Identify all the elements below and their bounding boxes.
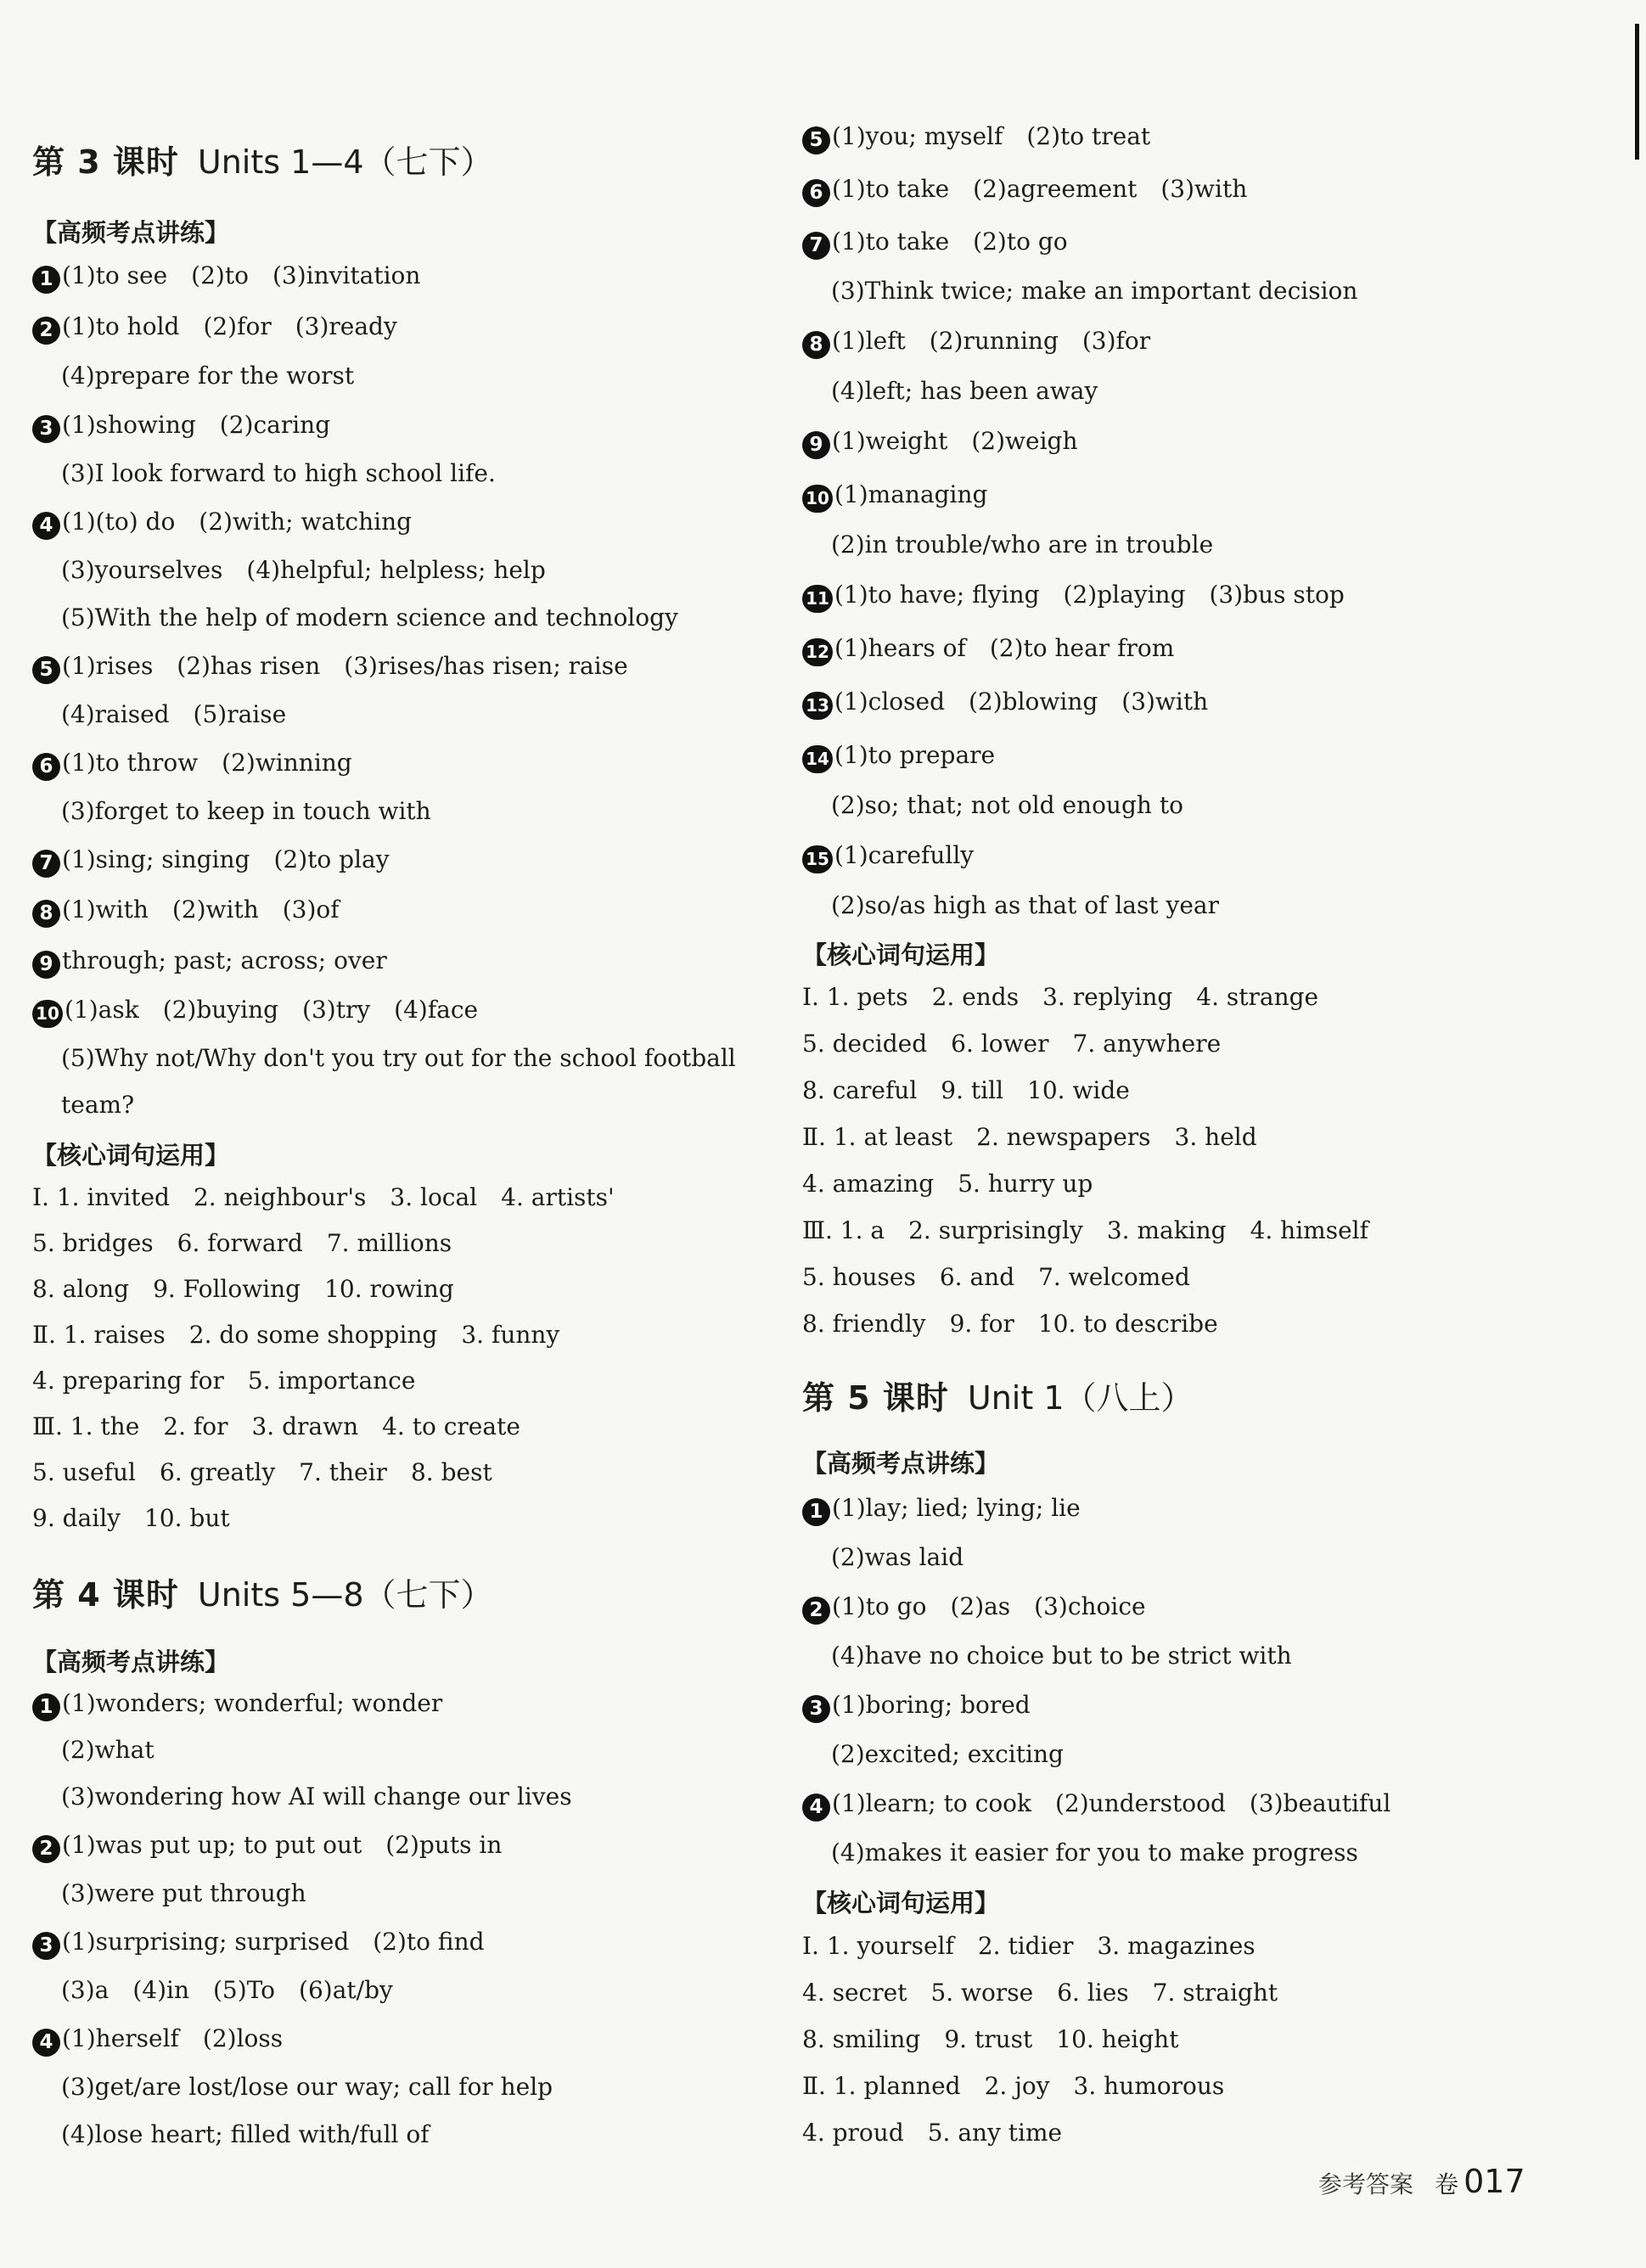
item-number-badge: 14 bbox=[802, 745, 833, 773]
lesson-3-title: 第 3 课时 Units 1—4（七下） bbox=[32, 143, 493, 181]
answer-line: (3)were put through bbox=[61, 1879, 306, 1907]
core-line: Ⅰ. 1. invited 2. neighbour's 3. local 4. artists' bbox=[32, 1183, 615, 1211]
answer-line: (4)lose heart; filled with/full of bbox=[61, 2120, 430, 2148]
item-number-badge: 13 bbox=[802, 692, 833, 720]
item-number-badge: 2 bbox=[32, 317, 60, 345]
answer-line: 12 (1)hears of (2)to hear from bbox=[802, 634, 1174, 666]
core-line: Ⅱ. 1. raises 2. do some shopping 3. funny bbox=[32, 1321, 560, 1349]
lesson-4-title: 第 4 课时 Units 5—8（七下） bbox=[32, 1576, 493, 1614]
answer-line: 8 (1)left (2)running (3)for bbox=[802, 327, 1150, 359]
answer-line: 1 (1)to see (2)to (3)invitation bbox=[32, 261, 420, 294]
core-line: 9. daily 10. but bbox=[32, 1504, 230, 1532]
item-number-badge: 10 bbox=[32, 1000, 63, 1028]
answer-line: (5)Why not/Why don't you try out for the school football bbox=[61, 1044, 736, 1072]
answer-line: (3)I look forward to high school life. bbox=[61, 459, 496, 487]
page-footer bbox=[1318, 2163, 1525, 2200]
answer-line: 15 (1)carefully bbox=[802, 841, 974, 873]
item-number-badge: 1 bbox=[32, 266, 60, 294]
answer-line: 4 (1)herself (2)loss bbox=[32, 2024, 283, 2057]
answer-line: (5)With the help of modern science and technology bbox=[61, 603, 678, 632]
core-line: 8. smiling 9. trust 10. height bbox=[802, 2025, 1179, 2053]
core-line: 4. proud 5. any time bbox=[802, 2119, 1063, 2147]
answer-line: (3)yourselves (4)helpful; helpless; help bbox=[61, 556, 546, 584]
answer-line: 1 (1)lay; lied; lying; lie bbox=[802, 1494, 1081, 1526]
answer-line: 3 (1)boring; bored bbox=[802, 1691, 1031, 1723]
lesson-3-section-key-points: 【高频考点讲练】 bbox=[32, 218, 230, 247]
item-number-badge: 11 bbox=[802, 585, 833, 613]
core-line: Ⅰ. 1. pets 2. ends 3. replying 4. strange bbox=[802, 983, 1319, 1011]
core-line: Ⅱ. 1. at least 2. newspapers 3. held bbox=[802, 1123, 1257, 1151]
page-number: 卷 017 bbox=[1435, 2163, 1525, 2200]
answer-line: 4 (1)learn; to cook (2)understood (3)beautiful bbox=[802, 1789, 1390, 1822]
answer-line: 10 (1)ask (2)buying (3)try (4)face bbox=[32, 996, 478, 1028]
core-line: Ⅲ. 1. a 2. surprisingly 3. making 4. himself bbox=[802, 1216, 1368, 1244]
answer-line: 3 (1)surprising; surprised (2)to find bbox=[32, 1928, 485, 1960]
answer-line: 2 (1)to go (2)as (3)choice bbox=[802, 1592, 1146, 1625]
answer-line: (3)get/are lost/lose our way; call for help bbox=[61, 2073, 553, 2101]
answer-line: 9 (1)weight (2)weigh bbox=[802, 427, 1077, 459]
item-number-badge: 1 bbox=[802, 1498, 830, 1526]
core-line: Ⅰ. 1. yourself 2. tidier 3. magazines bbox=[802, 1932, 1256, 1960]
core-line: 4. preparing for 5. importance bbox=[32, 1367, 416, 1395]
item-number-badge: 15 bbox=[802, 845, 833, 873]
answer-line: (2)what bbox=[61, 1736, 154, 1764]
answer-line: (4)left; has been away bbox=[831, 377, 1098, 405]
item-number-badge: 8 bbox=[802, 331, 830, 359]
item-number-badge: 6 bbox=[32, 753, 60, 781]
core-line: 8. careful 9. till 10. wide bbox=[802, 1076, 1130, 1104]
item-number-badge: 2 bbox=[802, 1597, 830, 1625]
answer-line: 7 (1)to take (2)to go bbox=[802, 227, 1068, 260]
item-number-badge: 1 bbox=[32, 1693, 60, 1721]
item-number-badge: 3 bbox=[32, 415, 60, 443]
item-number-badge: 4 bbox=[32, 2029, 60, 2057]
answer-line: (3)Think twice; make an important decision bbox=[831, 277, 1358, 305]
answer-line: 7 (1)sing; singing (2)to play bbox=[32, 845, 390, 878]
item-number-badge: 7 bbox=[802, 232, 830, 260]
item-number-badge: 9 bbox=[802, 431, 830, 459]
answer-line: 14 (1)to prepare bbox=[802, 741, 995, 773]
item-number-badge: 4 bbox=[802, 1794, 830, 1822]
answer-line: 13 (1)closed (2)blowing (3)with bbox=[802, 688, 1208, 720]
answer-line: (2)was laid bbox=[831, 1543, 964, 1571]
answer-line: 4 (1)(to) do (2)with; watching bbox=[32, 508, 412, 540]
answer-line: team? bbox=[61, 1091, 135, 1119]
item-number-badge: 4 bbox=[32, 512, 60, 540]
answer-line: (4)raised (5)raise bbox=[61, 700, 287, 728]
answer-line: 6 (1)to take (2)agreement (3)with bbox=[802, 175, 1247, 207]
answer-line: (3)forget to keep in touch with bbox=[61, 797, 431, 825]
lesson-5-title: 第 5 课时 Unit 1（八上） bbox=[802, 1379, 1194, 1417]
top-right-rule bbox=[1635, 24, 1639, 160]
item-number-badge: 12 bbox=[802, 638, 833, 666]
answer-line: 6 (1)to throw (2)winning bbox=[32, 749, 352, 781]
answer-line: 3 (1)showing (2)caring bbox=[32, 411, 330, 443]
answer-line: (2)so/as high as that of last year bbox=[831, 891, 1219, 919]
core-line: 4. secret 5. worse 6. lies 7. straight bbox=[802, 1979, 1278, 2007]
lesson-5-section-core: 【核心词句运用】 bbox=[802, 1889, 1000, 1917]
core-line: 5. decided 6. lower 7. anywhere bbox=[802, 1030, 1222, 1058]
lesson-4-section-key-points: 【高频考点讲练】 bbox=[32, 1648, 230, 1676]
answer-line: 10 (1)managing bbox=[802, 480, 987, 513]
core-line: 4. amazing 5. hurry up bbox=[802, 1170, 1093, 1198]
item-number-badge: 10 bbox=[802, 485, 833, 513]
lesson-5-section-key-points: 【高频考点讲练】 bbox=[802, 1449, 1000, 1478]
footer-label: 参考答案 bbox=[1318, 2170, 1414, 2198]
item-number-badge: 7 bbox=[32, 850, 60, 878]
answer-line: (4)makes it easier for you to make progress bbox=[831, 1839, 1358, 1867]
answer-line: 1 (1)wonders; wonderful; wonder bbox=[32, 1689, 442, 1721]
item-number-badge: 9 bbox=[32, 951, 60, 979]
core-line: 8. friendly 9. for 10. to describe bbox=[802, 1310, 1218, 1338]
answer-line: 5 (1)rises (2)has risen (3)rises/has risen; raise bbox=[32, 652, 628, 684]
item-number-badge: 6 bbox=[802, 179, 830, 207]
core-line: 5. houses 6. and 7. welcomed bbox=[802, 1263, 1190, 1291]
item-number-badge: 3 bbox=[32, 1932, 60, 1960]
core-line: Ⅱ. 1. planned 2. joy 3. humorous bbox=[802, 2072, 1225, 2100]
answer-line: 5 (1)you; myself (2)to treat bbox=[802, 122, 1150, 154]
answer-line: (2)so; that; not old enough to bbox=[831, 791, 1183, 819]
answer-line: 2 (1)to hold (2)for (3)ready bbox=[32, 312, 397, 345]
answer-line: (4)have no choice but to be strict with bbox=[831, 1642, 1292, 1670]
core-line: Ⅲ. 1. the 2. for 3. drawn 4. to create bbox=[32, 1412, 520, 1440]
core-line: 5. bridges 6. forward 7. millions bbox=[32, 1229, 452, 1257]
lesson-3-section-core: 【核心词句运用】 bbox=[32, 1141, 230, 1170]
answer-line: 2 (1)was put up; to put out (2)puts in bbox=[32, 1831, 502, 1863]
answer-line: (3)a (4)in (5)To (6)at/by bbox=[61, 1976, 393, 2004]
answer-line: (2)in trouble/who are in trouble bbox=[831, 531, 1214, 559]
item-number-badge: 8 bbox=[32, 900, 60, 928]
answer-line: (4)prepare for the worst bbox=[61, 362, 355, 390]
item-number-badge: 2 bbox=[32, 1835, 60, 1863]
answer-line: 9 through; past; across; over bbox=[32, 946, 387, 979]
core-line: 8. along 9. Following 10. rowing bbox=[32, 1275, 454, 1303]
answer-line: (2)excited; exciting bbox=[831, 1740, 1064, 1768]
lesson-4-section-core: 【核心词句运用】 bbox=[802, 940, 1000, 969]
item-number-badge: 5 bbox=[32, 656, 60, 684]
answer-line: 8 (1)with (2)with (3)of bbox=[32, 895, 340, 928]
answer-line: (3)wondering how AI will change our lives bbox=[61, 1782, 572, 1810]
answer-line: 11 (1)to have; flying (2)playing (3)bus stop bbox=[802, 581, 1345, 613]
item-number-badge: 3 bbox=[802, 1695, 830, 1723]
item-number-badge: 5 bbox=[802, 126, 830, 154]
core-line: 5. useful 6. greatly 7. their 8. best bbox=[32, 1458, 492, 1486]
